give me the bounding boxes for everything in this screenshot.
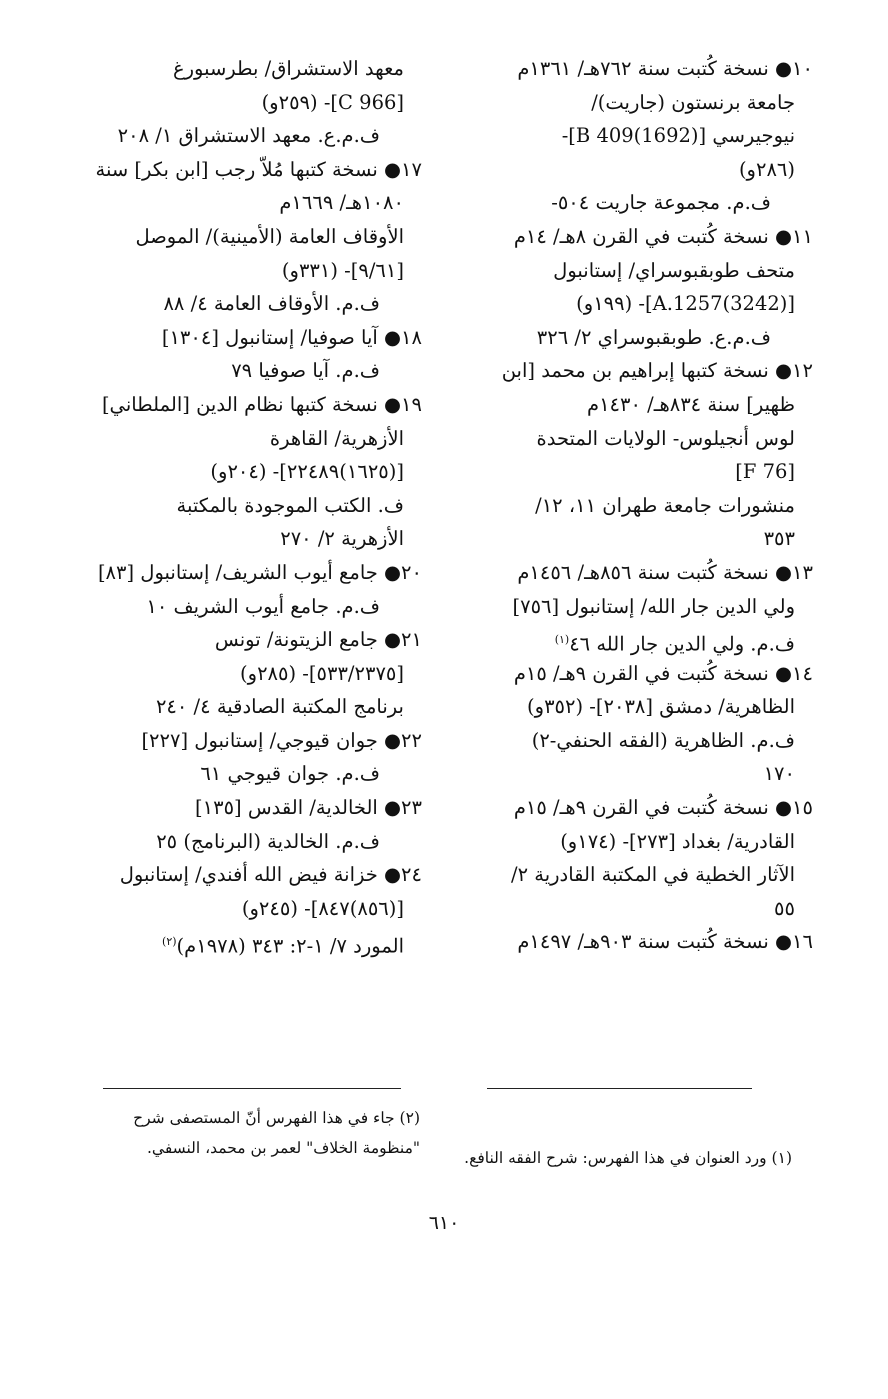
- entry-text: ف.م. الظاهرية (الفقه الحنفي-٢): [531, 728, 795, 752]
- entry-line: [463, 220, 813, 254]
- entry-text: [F 76]: [735, 460, 795, 484]
- entry-text: الأزهرية ٢/ ٢٧٠: [280, 527, 404, 551]
- entry-text: ١٣● نسخة كُتبت سنة ٨٥٦هـ/ ١٤٥٦م: [517, 560, 813, 584]
- footnote-right: [452, 1143, 792, 1173]
- page-number: ٦١٠: [428, 1212, 460, 1234]
- entry-text: ف.م. ولي الدين جار الله ٤٦: [569, 632, 795, 656]
- entry-line: [74, 556, 422, 590]
- right-column: [463, 52, 813, 959]
- entry-text: ٣٥٣: [763, 527, 795, 551]
- entry-text: [A.1257(3242)]- (١٩٩و): [576, 292, 795, 316]
- entry-text: نيوجيرسي [B 409(1692)]-: [561, 124, 795, 148]
- entry-line: [74, 791, 422, 825]
- entry-text: ف. الكتب الموجودة بالمكتبة: [176, 493, 404, 517]
- entry-line: [463, 522, 813, 556]
- entry-line: [74, 724, 422, 758]
- entry-text: المورد ٧/ ١-٢: ٣٤٣ (١٩٧٨م): [176, 934, 404, 958]
- entry-line: [463, 791, 813, 825]
- entry-line: [74, 892, 422, 926]
- entry-text: ٥٥: [774, 896, 795, 920]
- entry-text: معهد الاستشراق/ بطرسبورغ: [172, 57, 404, 80]
- entry-line: [463, 388, 813, 422]
- footnote-line: (١) ورد العنوان في هذا الفهرس: شرح الفقه النافع.: [464, 1149, 792, 1167]
- entry-line: [74, 388, 422, 422]
- entry-line: [74, 287, 422, 321]
- entry-text: [C 966]- (٢٥٩و): [261, 90, 404, 114]
- entry-text: ١٥● نسخة كُتبت في القرن ٩هـ/ ١٥م: [513, 796, 813, 820]
- footnote-separator-left: [103, 1088, 401, 1089]
- footnote-ref: (٢): [162, 935, 177, 949]
- entry-line: [463, 321, 813, 355]
- entry-line: [74, 925, 422, 959]
- entry-text: ف.م. جامع أيوب الشريف ١٠: [146, 594, 380, 618]
- entry-text: ف.م.ع. طوبقبوسراي ٢/ ٣٢٦: [536, 325, 771, 349]
- entry-text: ١٨● آيا صوفيا/ إستانبول [١٣٠٤]: [161, 325, 422, 349]
- entry-line: [463, 690, 813, 724]
- entry-text: ظهير] سنة ٨٣٤هـ/ ١٤٣٠م: [586, 392, 795, 416]
- entry-text: ف.م. الأوقاف العامة ٤/ ٨٨: [163, 292, 380, 316]
- left-column: [74, 52, 422, 959]
- footnote-line: "منظومة الخلاف" لعمر بن محمد، النسفي.: [146, 1139, 420, 1157]
- entry-text: ١٦● نسخة كُتبت سنة ٩٠٣هـ/ ١٤٩٧م: [517, 930, 813, 954]
- entry-line: [463, 354, 813, 388]
- entry-text: ١٤● نسخة كُتبت في القرن ٩هـ/ ١٥م: [513, 661, 813, 685]
- entry-line: [74, 119, 422, 153]
- entry-line: [463, 657, 813, 691]
- entry-line: [463, 52, 813, 86]
- entry-line: [74, 354, 422, 388]
- entry-text: لوس أنجيلوس- الولايات المتحدة: [536, 426, 795, 450]
- entry-line: [74, 422, 422, 456]
- entry-line: [463, 925, 813, 959]
- entry-text: ١٢● نسخة كتبها إبراهيم بن محمد [ابن: [501, 359, 813, 383]
- entry-text: (٢٨٦و): [738, 157, 795, 181]
- entry-line: [74, 321, 422, 355]
- entry-line: [463, 590, 813, 624]
- entry-line: [463, 254, 813, 288]
- entry-text: [٩/٦١]- (٣٣١و): [281, 258, 404, 282]
- entry-line: [74, 590, 422, 624]
- entry-line: [463, 825, 813, 859]
- entry-text: الظاهرية/ دمشق [٢٠٣٨]- (٣٥٢و): [527, 695, 795, 719]
- entry-line: [463, 623, 813, 657]
- entry-line: [74, 86, 422, 120]
- entry-text: [٥٣٣/٢٣٧٥]- (٢٨٥و): [240, 661, 404, 685]
- entry-line: [463, 86, 813, 120]
- entry-text: ف.م. آيا صوفيا ٧٩: [231, 359, 380, 383]
- entry-line: [74, 825, 422, 859]
- footnote-separator-right: [487, 1088, 752, 1089]
- entry-line: [74, 220, 422, 254]
- entry-text: متحف طوبقبوسراي/ إستانبول: [553, 258, 795, 282]
- entry-text: ٢٤● خزانة فيض الله أفندي/ إستانبول: [119, 863, 422, 887]
- entry-text: ف.م. الخالدية (البرنامج) ٢٥: [156, 829, 380, 853]
- entry-text: الأزهرية/ القاهرة: [269, 426, 404, 450]
- entry-text: ٢٣● الخالدية/ القدس [١٣٥]: [195, 796, 422, 820]
- entry-line: [74, 522, 422, 556]
- entry-line: [463, 455, 813, 489]
- entry-text: برنامج المكتبة الصادقية ٤/ ٢٤٠: [155, 695, 404, 719]
- entry-line: [463, 757, 813, 791]
- entry-text: ٢١● جامع الزيتونة/ تونس: [214, 628, 422, 652]
- entry-line: [74, 455, 422, 489]
- entry-text: ١١● نسخة كُتبت في القرن ٨هـ/ ١٤م: [513, 224, 813, 248]
- entry-line: [74, 254, 422, 288]
- entry-line: [74, 757, 422, 791]
- entry-text: ولي الدين جار الله/ إستانبول [٧٥٦]: [512, 594, 795, 618]
- entry-text: الآثار الخطية في المكتبة القادرية ٢/: [510, 863, 795, 887]
- entry-line: [74, 153, 422, 187]
- entry-line: [463, 119, 813, 153]
- footnote-ref: (١): [554, 633, 570, 647]
- entry-text: [(١٦٢٥)٢٢٤٨٩]- (٢٠٤و): [210, 460, 404, 484]
- entry-line: [463, 153, 813, 187]
- entry-line: [463, 287, 813, 321]
- entry-text: ف.م. جوان قيوجي ٦١: [200, 762, 380, 786]
- entry-text: جامعة برنستون (جاريت)/: [591, 90, 795, 114]
- footnote-line: (٢) جاء في هذا الفهرس أنّ المستصفى شرح: [133, 1109, 420, 1127]
- entry-text: ٢٠● جامع أيوب الشريف/ إستانبول [٨٣]: [97, 560, 422, 584]
- entry-line: [463, 422, 813, 456]
- entry-line: [74, 52, 422, 86]
- entry-text: الأوقاف العامة (الأمينية)/ الموصل: [135, 224, 404, 248]
- entry-text: ١٧● نسخة كتبها مُلاّ رجب [ابن بكر] سنة: [95, 157, 422, 181]
- entry-line: [74, 186, 422, 220]
- entry-line: [74, 623, 422, 657]
- entry-line: [74, 858, 422, 892]
- entry-text: ٢٢● جوان قيوجي/ إستانبول [٢٢٧]: [141, 728, 422, 752]
- entry-text: ١٩● نسخة كتبها نظام الدين [الملطاني]: [101, 392, 422, 416]
- entry-line: [463, 858, 813, 892]
- entry-line: [463, 724, 813, 758]
- entry-text: ف.م. مجموعة جاريت ٥٠٤-: [551, 191, 771, 215]
- entry-line: [463, 892, 813, 926]
- entry-text: ١٠● نسخة كُتبت سنة ٧٦٢هـ/ ١٣٦١م: [517, 57, 813, 80]
- entry-text: ف.م.ع. معهد الاستشراق ١/ ٢٠٨: [117, 124, 380, 148]
- entry-text: منشورات جامعة طهران ١١، ١٢/: [535, 493, 795, 517]
- entry-text: [(٨٥٦)٨٤٧]- (٢٤٥و): [241, 896, 404, 920]
- entry-text: ١٧٠: [763, 762, 795, 786]
- entry-line: [74, 489, 422, 523]
- entry-text: ١٠٨٠هـ/ ١٦٦٩م: [279, 191, 404, 215]
- entry-line: [463, 186, 813, 220]
- entry-line: [463, 556, 813, 590]
- entry-text: القادرية/ بغداد [٢٧٣]- (١٧٤و): [560, 829, 795, 853]
- footnote-left: [90, 1103, 420, 1163]
- entry-line: [74, 657, 422, 691]
- entry-line: [74, 690, 422, 724]
- entry-line: [463, 489, 813, 523]
